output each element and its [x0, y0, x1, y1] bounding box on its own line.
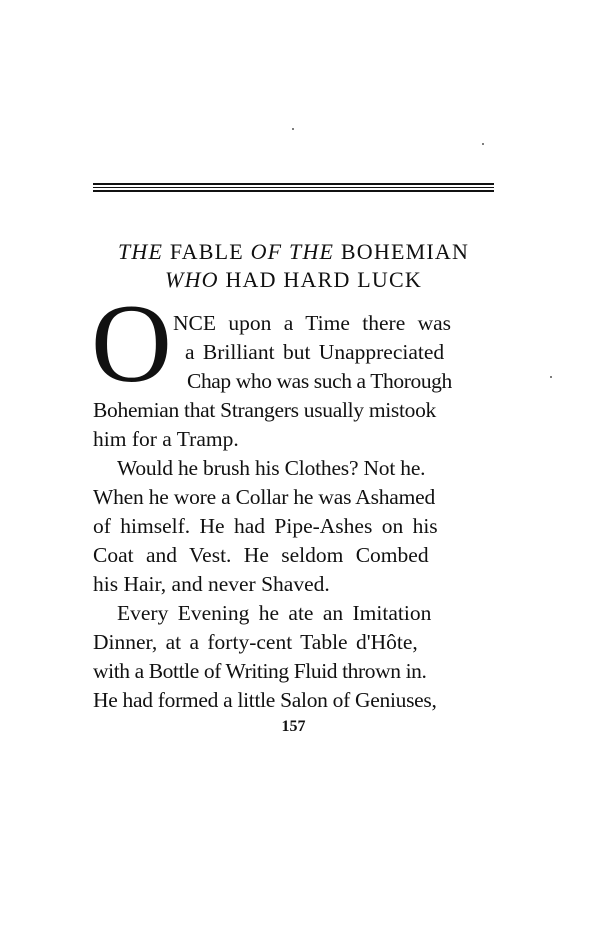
text-line: him for a Tramp. — [93, 427, 239, 451]
title-word: WHO — [165, 267, 219, 292]
page-number: 157 — [281, 718, 306, 735]
title-word: HAD HARD LUCK — [225, 267, 422, 292]
text-line: He had formed a little Salon of Geniuses, — [93, 688, 437, 712]
text-line: NCE upon a Time there was — [173, 311, 452, 335]
title-word: THE — [289, 239, 335, 264]
text-line: Every Evening he ate an Imitation — [117, 601, 432, 625]
title-word: BOHEMIAN — [340, 239, 470, 264]
title-word: THE — [117, 239, 164, 264]
scan-speck — [550, 376, 552, 378]
text-line: Dinner, at a forty-cent Table d'Hôte, — [93, 630, 418, 654]
text-line: When he wore a Collar he was Ashamed — [93, 485, 436, 509]
header-rule — [93, 183, 494, 185]
text-line: Bohemian that Strangers usually mistook — [93, 398, 437, 422]
text-line: Coat and Vest. He seldom Combed — [93, 543, 429, 567]
scan-speck — [292, 128, 294, 130]
text-line: of himself. He had Pipe-Ashes on his — [93, 514, 438, 538]
text-line: Chap who was such a Thorough — [187, 369, 452, 393]
header-rule — [93, 190, 494, 192]
text-line: a Brilliant but Unappreciated — [185, 340, 445, 364]
header-rule — [93, 187, 494, 188]
scan-speck — [482, 143, 484, 145]
text-line: with a Bottle of Writing Fluid thrown in. — [93, 659, 427, 683]
text-line: Would he brush his Clothes? Not he. — [117, 456, 426, 480]
title-word: FABLE — [169, 239, 244, 264]
text-line: his Hair, and never Shaved. — [93, 572, 330, 596]
title-word: OF — [250, 239, 283, 264]
chapter-title-line-1 — [93, 238, 494, 266]
drop-cap: O — [91, 282, 172, 406]
